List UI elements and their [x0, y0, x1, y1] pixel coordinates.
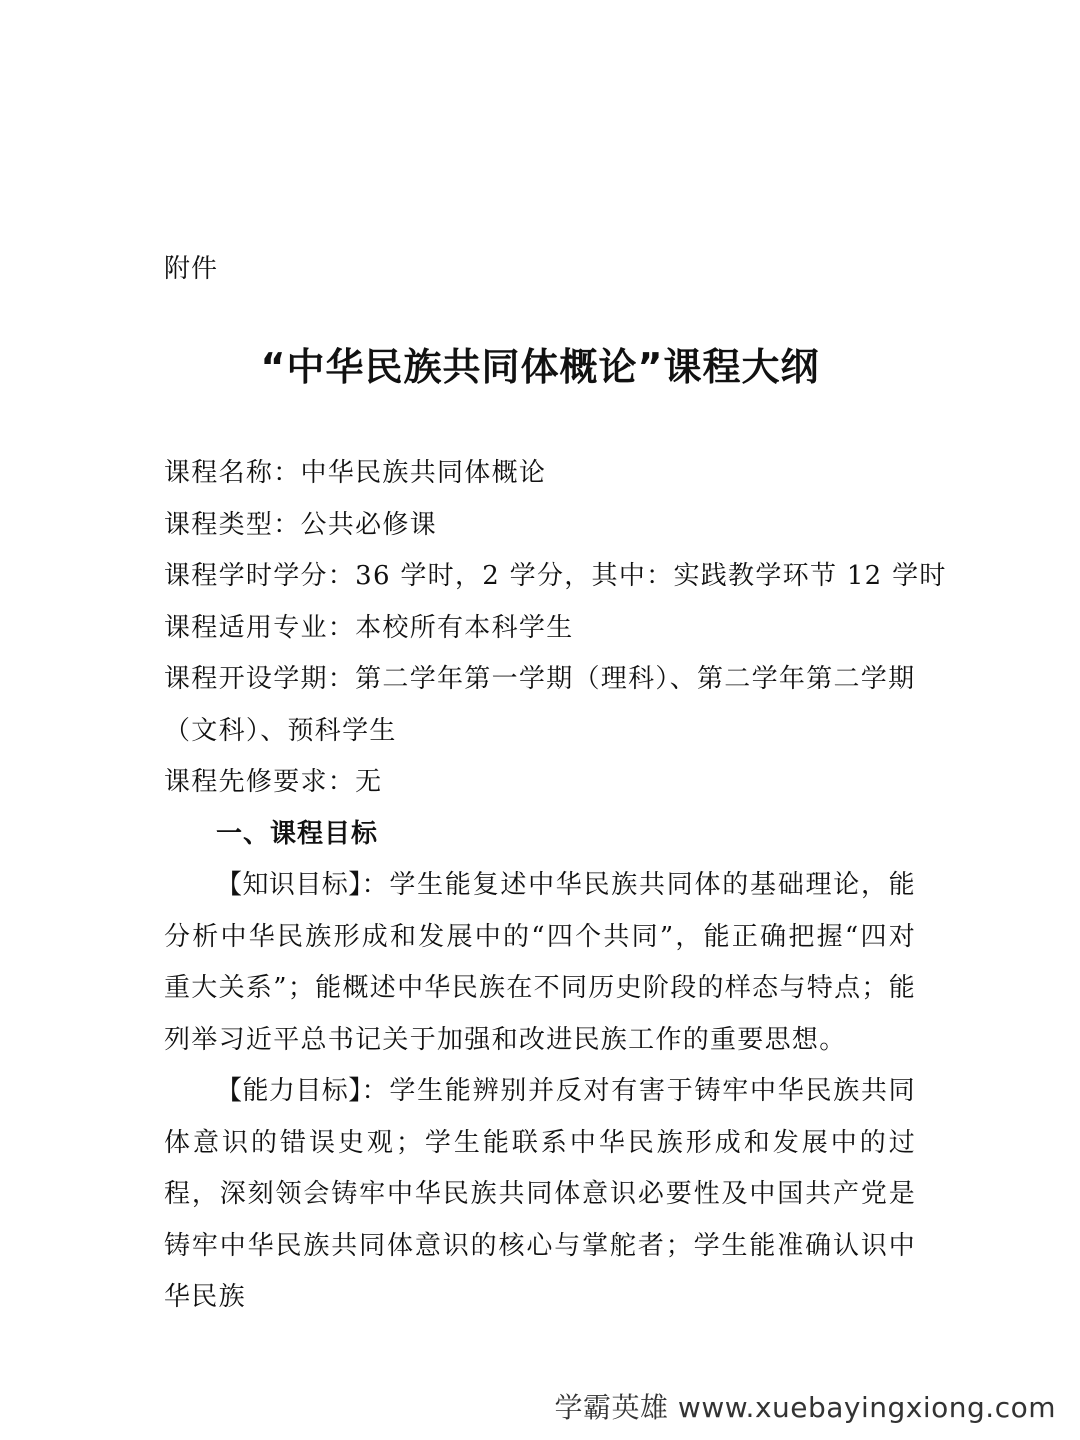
knowledge-objective-label: 【知识目标】 — [216, 870, 362, 900]
course-name: 课程名称：中华民族共同体概论 — [164, 458, 547, 488]
watermark: 学霸英雄 www.xuebayingxiong.com — [554, 1391, 1056, 1424]
course-type: 课程类型：公共必修课 — [164, 509, 438, 540]
course-semester-continued: （文科）、预科学生 — [164, 715, 397, 746]
course-prerequisites: 课程先修要求：无 — [164, 767, 383, 797]
section-heading-objectives: 一、课程目标 — [216, 818, 379, 849]
attachment-label: 附件 — [164, 254, 219, 284]
course-semester: 课程开设学期：第二学年第一学期（理科）、第二学年第二学期 — [164, 664, 916, 694]
ability-objective-paragraph — [164, 1066, 916, 1324]
ability-objective-text: ：学生能辨别并反对有害于铸牢中华民族共同体意识的错误史观；学生能联系中华民族形成和发展中的过程，深刻领会铸牢中华民族共同体意识必要性及中国共产党是铸牢中华民族共同体意识的核心与掌舵者；学生能准确认识中华民族 — [164, 1076, 916, 1312]
knowledge-objective-paragraph — [164, 860, 916, 1066]
page-title: “中华民族共同体概论”课程大纲 — [260, 345, 820, 389]
course-majors: 课程适用专业：本校所有本科学生 — [164, 612, 574, 643]
knowledge-objective-text: ：学生能复述中华民族共同体的基础理论，能分析中华民族形成和发展中的“四个共同”，能正确把握“四对重大关系”；能概述中华民族在不同历史阶段的样态与特点；能列举习近平总书记关于加强和改进民族工作的重要思想。 — [164, 870, 916, 1055]
document-body — [164, 448, 947, 1324]
ability-objective-label: 【能力目标】 — [216, 1076, 362, 1106]
course-hours-credits: 课程学时学分：36 学时，2 学分，其中：实践教学环节 12 学时 — [164, 561, 947, 591]
